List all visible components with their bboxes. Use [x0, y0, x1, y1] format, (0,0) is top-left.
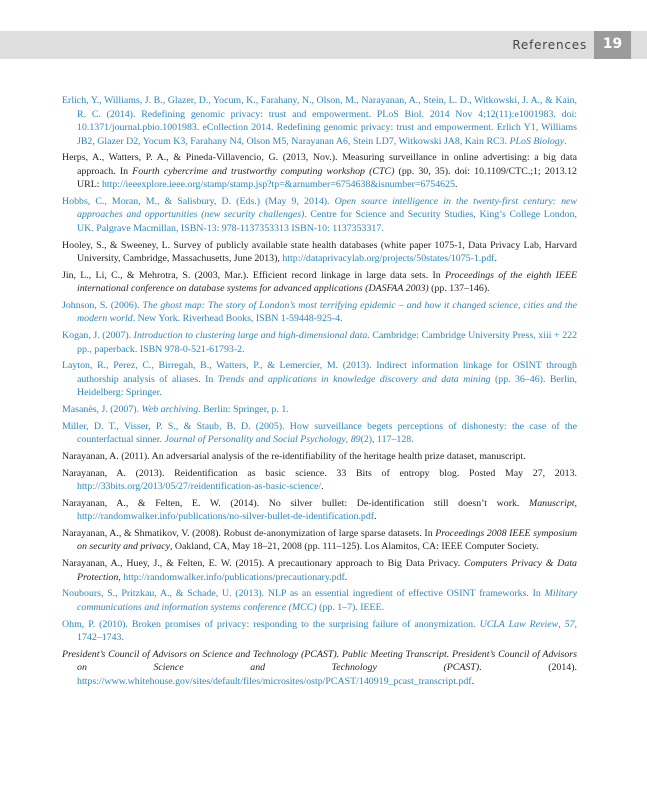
reference-item: President’s Council of Advisors on Science and Technology (PCAST). Public Meeting Transcript. President’s Council of Advisors on Science and Technology (PCAST). (2014). https://www.whitehouse.gov/sites/default/files/microsites/ostp/PCAST/140919_pcast_transcript.pdf.	[62, 648, 577, 687]
reference-item[interactable]: Miller, D. T., Visser, P. S., & Staub, B. D. (2005). How surveillance begets perceptions of dishonesty: the case of the counterfactual sinner. Journal of Personality and Social Psychology, 89(2), 117–128.	[62, 420, 577, 446]
reference-item: Hooley, S., & Sweeney, L. Survey of publicly available state health databases (white paper 1075-1, Data Privacy Lab, Harvard University, Cambridge, Massachusetts, June 2013), http://dataprivacylab.org/projects/50states/1075-1.pdf.	[62, 239, 577, 265]
reference-item: Narayanan, A., Huey, J., & Felten, E. W. (2015). A precautionary approach to Big Data Privacy. Computers Privacy & Data Protection, http://randomwalker.info/publications/precautionary.pdf.	[62, 558, 577, 583]
reference-item[interactable]: Ohm, P. (2010). Broken promises of privacy: responding to the surprising failure of anonymization. UCLA Law Review, 57, 1742–1743.	[62, 618, 578, 643]
reference-item[interactable]: Noubours, S., Pritzkau, A., & Schade, U. (2013). NLP as an essential ingredient of effective OSINT frameworks. In Military communications and information systems conference (MCC) (pp. 1–7). IEEE.	[62, 588, 577, 613]
reference-link[interactable]: http://randomwalker.info/publications/no-silver-bullet-de-identification.pdf	[77, 511, 375, 523]
reference-item[interactable]: Layton, R., Perez, C., Birregah, B., Watters, P., & Lemercier, M. (2013). Indirect information linkage for OSINT through authorship analysis of aliases. In Trends and applications in knowledge discovery and data mining (pp. 36–46). Berlin, Heidelberg: Springer.	[62, 360, 577, 399]
reference-item[interactable]: Johnson, S. (2006). The ghost map: The story of London’s most terrifying epidemic – and how it changed science, cities and the modern world. New York. Riverhead Books, ISBN 1-59448-925-4.	[62, 299, 577, 325]
reference-item: Narayanan, A., & Shmatikov, V. (2008). Robust de-anonymization of large sparse datasets. In Proceedings 2008 IEEE symposium on security and privacy, Oakland, CA, May 18–21, 2008 (pp. 111–125). Los Alamitos, CA: IEEE Computer Society.	[62, 527, 577, 553]
reference-link[interactable]: http://33bits.org/2013/05/27/reidentification-as-basic-science/	[77, 481, 322, 493]
reference-item: Narayanan, A. (2011). An adversarial analysis of the re-identifiability of the heritage health prize dataset, manuscript.	[62, 450, 526, 462]
reference-item[interactable]: Masanès, J. (2007). Web archiving. Berlin: Springer, p. 1.	[62, 404, 289, 415]
reference-item[interactable]: Erlich, Y., Williams, J. B., Glazer, D., Yocum, K., Farahany, N., Olson, M., Narayanan, A., Stein, L. D., Witkowski, J. A., & Kain, R. C. (2014). Redefining genomic privacy: trust and empowerment. PLoS Biol. 2014 Nov 4;12(11):e1001983. doi: 10.1371/journal.pbio.1001983. eCollection 2014. Redefining genomic privacy: trust and empowerment. Erlich Y1, Williams JB2, Glazer D2, Yocum K3, Farahany N4, Olson M5, Narayanan A6, Stein LD7, Witkowski JA8, Kain RC3. PLoS Biology.	[62, 95, 577, 147]
page-number: 19	[602, 36, 623, 52]
reference-link[interactable]: https://www.whitehouse.gov/sites/default/files/microsites/ostp/PCAST/140919_pcast_transcript.pdf	[77, 675, 472, 687]
reference-link[interactable]: http://ieeexplore.ieee.org/stamp/stamp.jsp?tp=&arnumber=6754638&isnumber=6754625	[101, 179, 455, 191]
reference-item: Herps, A., Watters, P. A., & Pineda-Villavencio, G. (2013, Nov.). Measuring surveillance in online advertising: a big data approach. In Fourth cybercrime and trustworthy computing workshop (CTC) (pp. 30, 35). doi: 10.1109/CTC.;1; 2013.12 URL: http://ieeexplore.ieee.org/stamp/stamp.jsp?tp=&arnumber=6754638&isnumber=6754625.	[62, 152, 577, 191]
reference-item: Jin, L., Li, C., & Mehrotra, S. (2003, Mar.). Efficient record linkage in large data sets. In Proceedings of the eighth IEEE international conference on database systems for advanced applications (DASFAA 2003) (pp. 137–146).	[62, 269, 577, 295]
reference-link[interactable]: http://dataprivacylab.org/projects/50states/1075-1.pdf	[282, 253, 495, 265]
reference-item[interactable]: Kogan, J. (2007). Introduction to clustering large and high-dimensional data. Cambridge: Cambridge University Press, xiii + 222 pp., paperback. ISBN 978-0-521-61793-2.	[62, 330, 578, 355]
reference-item: Narayanan, A. (2013). Reidentification as basic science. 33 Bits of entropy blog. Posted May 27, 2013. http://33bits.org/2013/05/27/reidentification-as-basic-science/.	[62, 467, 577, 493]
running-header-title: References	[512, 38, 587, 52]
reference-item[interactable]: Hobbs, C., Moran, M., & Salisbury, D. (Eds.) (May 9, 2014). Open source intelligence in the twenty-first century: new approaches and opportunities (new security challenges). Centre for Science and Security Studies, King’s College London, UK. Palgrave Macmillan, ISBN-13: 978-1137353313 ISBN-10: 1137353317.	[62, 195, 577, 234]
reference-item: Narayanan, A., & Felten, E. W. (2014). No silver bullet: De-identification still doesn’t work. Manuscript, http://randomwalker.info/publications/no-silver-bullet-de-identification.pdf.	[62, 497, 577, 523]
reference-link[interactable]: http://randomwalker.info/publications/precautionary.pdf	[123, 571, 345, 583]
reference-list	[62, 94, 577, 691]
